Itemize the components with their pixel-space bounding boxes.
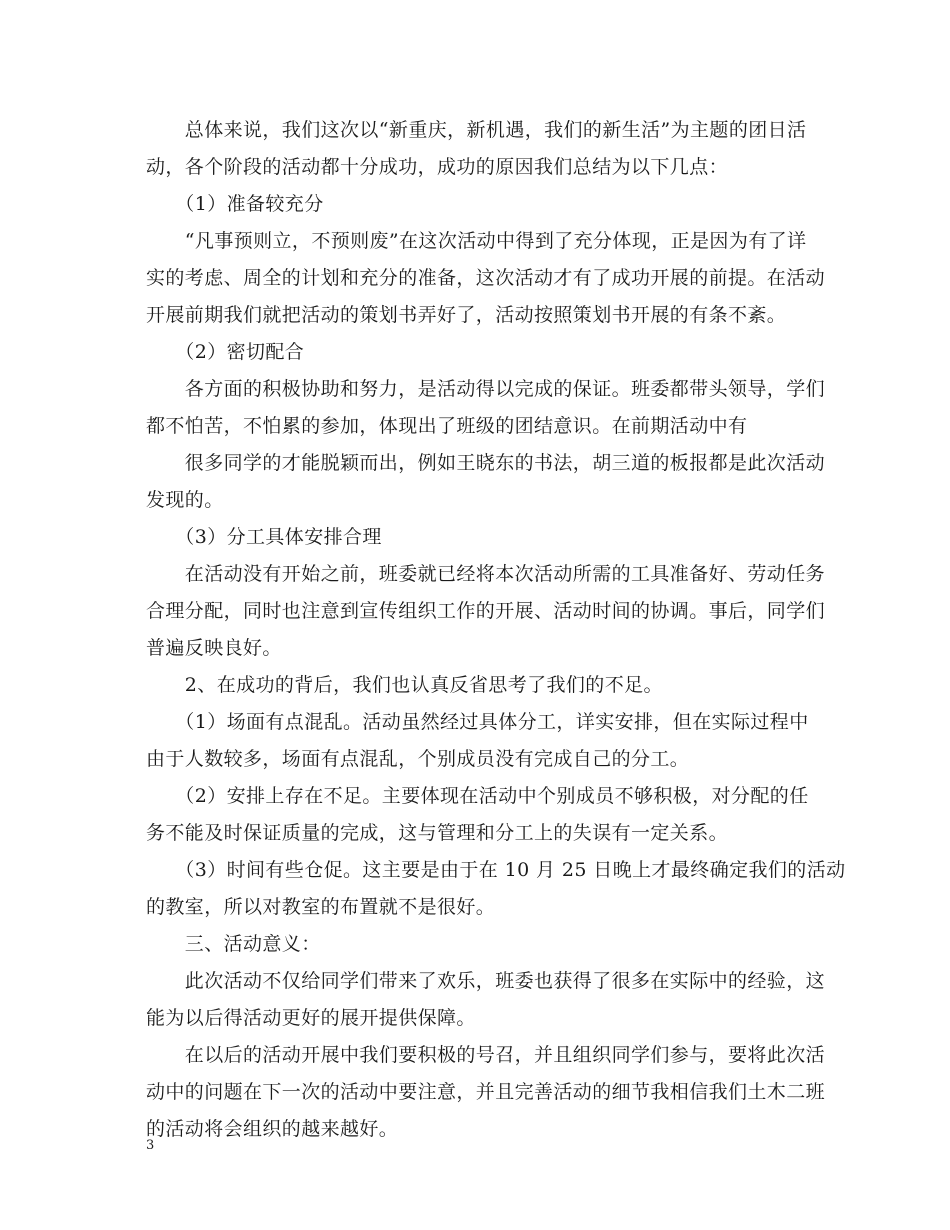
text-line: 开展前期我们就把活动的策划书弄好了，活动按照策划书开展的有条不紊。 (146, 304, 787, 326)
text-line: （1）场面有点混乱。活动虽然经过具体分工，详实安排，但在实际过程中 (146, 711, 809, 733)
text-line: 能为以后得活动更好的展开提供保障。 (146, 1007, 476, 1029)
text-line: （2）安排上存在不足。主要体现在活动中个别成员不够积极，对分配的任 (146, 785, 809, 807)
page-number: 3 (146, 1138, 155, 1153)
section-heading: 三、活动意义： (146, 933, 321, 955)
text-line: （3）时间有些仓促。这主要是由于在 10 月 25 日晚上才最终确定我们的活动 (146, 859, 846, 881)
text-line: 实的考虑、周全的计划和充分的准备，这次活动才有了成功开展的前提。在活动 (146, 267, 826, 289)
text-line: 的教室，所以对教室的布置就不是很好。 (146, 896, 496, 918)
text-line: 务不能及时保证质量的完成，这与管理和分工上的失误有一定关系。 (146, 822, 729, 844)
text-line: 总体来说，我们这次以“新重庆，新机遇，我们的新生活”为主题的团日活 (146, 119, 807, 141)
section-heading: （3）分工具体安排合理 (146, 526, 382, 548)
section-heading: 2、在成功的背后，我们也认真反省思考了我们的不足。 (146, 674, 663, 696)
text-line: 在以后的活动开展中我们要积极的号召，并且组织同学们参与，要将此次活 (146, 1044, 826, 1066)
text-line: 由于人数较多，场面有点混乱，个别成员没有完成自己的分工。 (146, 748, 690, 770)
text-line: “凡事预则立，不预则废”在这次活动中得到了充分体现，正是因为有了详 (146, 230, 807, 252)
section-heading: （2）密切配合 (146, 341, 305, 363)
text-line: 动，各个阶段的活动都十分成功，成功的原因我们总结为以下几点： (146, 156, 729, 178)
text-line: 都不怕苦，不怕累的参加，体现出了班级的团结意识。在前期活动中有 (146, 415, 748, 437)
text-line: 各方面的积极协助和努力，是活动得以完成的保证。班委都带头领导，学们 (146, 378, 826, 400)
text-line: 动中的问题在下一次的活动中要注意，并且完善活动的细节我相信我们土木二班 (146, 1081, 826, 1103)
text-line: 很多同学的才能脱颖而出，例如王晓东的书法，胡三道的板报都是此次活动 (146, 452, 826, 474)
text-line: 普遍反映良好。 (146, 637, 282, 659)
text-line: 在活动没有开始之前，班委就已经将本次活动所需的工具准备好、劳动任务 (146, 563, 826, 585)
text-line: 此次活动不仅给同学们带来了欢乐，班委也获得了很多在实际中的经验，这 (146, 970, 826, 992)
text-line: 发现的。 (146, 489, 224, 511)
text-line: 的活动将会组织的越来越好。 (146, 1118, 399, 1140)
section-heading: （1）准备较充分 (146, 193, 324, 215)
text-line: 合理分配，同时也注意到宣传组织工作的开展、活动时间的协调。事后，同学们 (146, 600, 826, 622)
